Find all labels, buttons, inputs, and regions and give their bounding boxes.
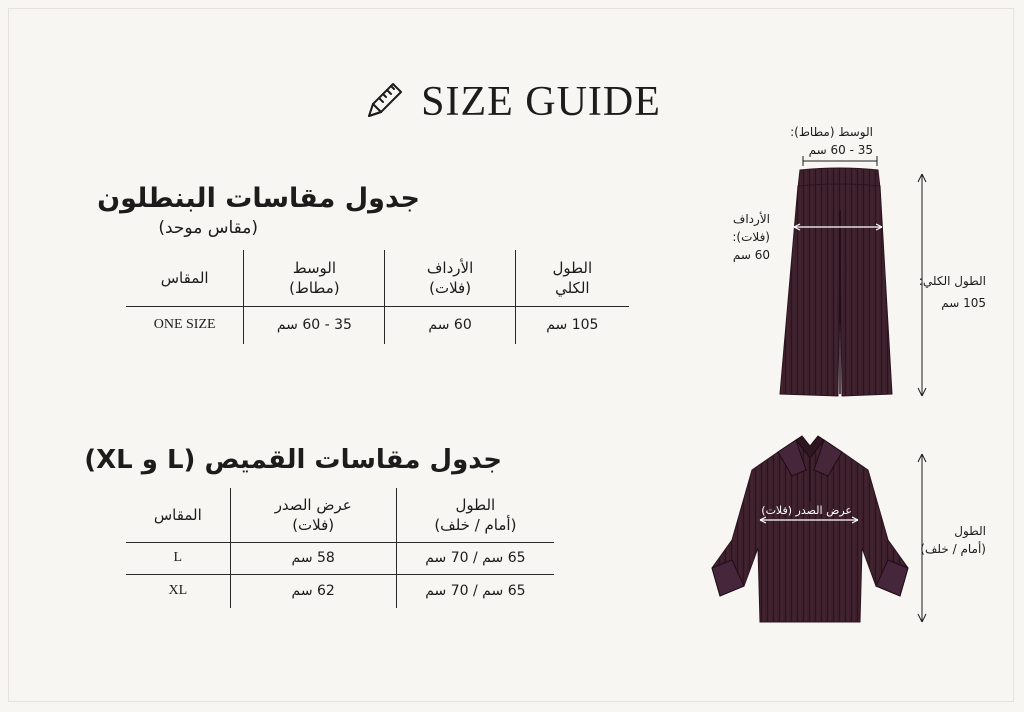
pants-header-hips-label: الأرداف [426, 258, 474, 277]
pencil-ruler-icon [363, 78, 407, 122]
pants-size-table [126, 250, 629, 344]
pants-header-size: المقاس [160, 268, 209, 287]
pants-row-length: 105 سم [515, 306, 629, 344]
shirt-header-size: المقاس [153, 505, 202, 524]
pants-hips-value: 60 سم [732, 248, 770, 262]
page-title: SIZE GUIDE [421, 79, 661, 125]
pants-waist-label-text: الوسط (مطاط): [790, 125, 873, 139]
shirt-header-chest-label: عرض الصدر [274, 495, 352, 514]
pants-row-size: ONE SIZE [126, 306, 244, 344]
pants-length-label-text: الطول الكلي: [918, 274, 986, 288]
pants-table-subtitle: (مقاس موحد) [158, 218, 258, 238]
pants-waist-label [790, 123, 873, 159]
shirt-row-size: L [126, 542, 230, 574]
pants-hips-label-text: الأرداف [732, 212, 770, 226]
shirt-header-chest [230, 488, 396, 542]
shirt-length-note: (أمام / خلف) [920, 542, 986, 556]
shirt-header-chest-note: (فلات) [292, 515, 335, 534]
shirt-length-label [920, 522, 986, 558]
pants-waist-value: 35 - 60 سم [808, 143, 873, 157]
pants-header-length-note: الكلي [555, 278, 590, 297]
pants-header-waist-note: (مطاط) [289, 278, 340, 297]
pants-header-waist-label: الوسط [292, 258, 337, 277]
shirt-row-chest: 62 سم [230, 574, 396, 608]
pants-header-length [515, 250, 629, 306]
shirt-row-chest: 58 سم [230, 542, 396, 574]
shirt-row-length: 65 سم / 70 سم [396, 574, 554, 608]
shirt-chest-label: عرض الصدر (فلات) [761, 504, 852, 517]
pants-header-hips-note: (فلات) [429, 278, 472, 297]
pants-row-waist: 35 - 60 سم [244, 306, 385, 344]
pants-table-title: جدول مقاسات البنطلون [97, 183, 420, 214]
pants-length-label [919, 272, 986, 312]
shirt-row-size: XL [126, 574, 230, 608]
pants-header-waist [244, 250, 385, 306]
pants-hips-label [732, 210, 770, 264]
shirt-row-length: 65 سم / 70 سم [396, 542, 554, 574]
shirt-header-length-note: (أمام / خلف) [434, 515, 517, 534]
pants-illustration [760, 150, 940, 410]
shirt-illustration [700, 430, 940, 630]
pants-length-value: 105 سم [941, 296, 986, 310]
shirt-header-length-label: الطول [455, 495, 496, 514]
shirt-header-length [396, 488, 554, 542]
shirt-table-title: جدول مقاسات القميص (L و XL) [84, 445, 502, 475]
pants-row-hips: 60 سم [385, 306, 515, 344]
pants-header-hips [385, 250, 515, 306]
pants-header-length-label: الطول [552, 258, 593, 277]
shirt-size-table [126, 488, 554, 608]
shirt-length-label-text: الطول [954, 524, 986, 538]
pants-hips-note: (فلات): [732, 230, 770, 244]
